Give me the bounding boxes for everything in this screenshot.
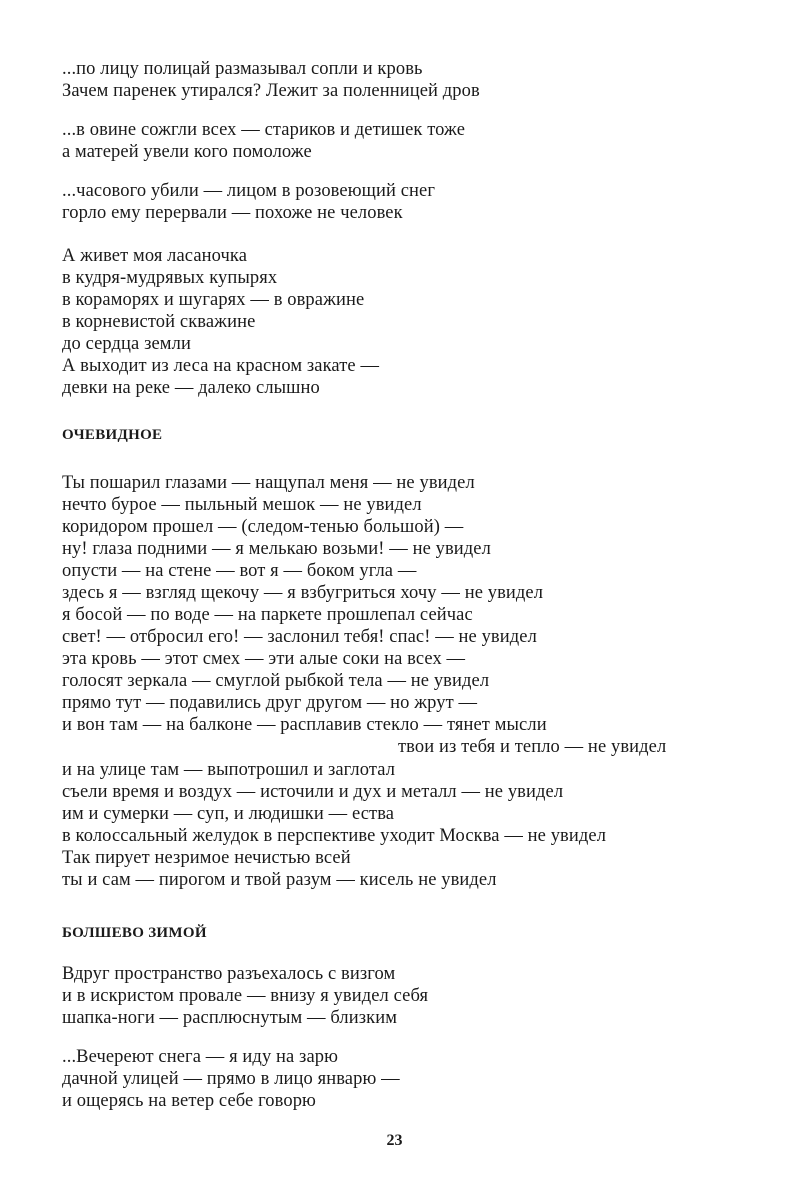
poem-line: ты и сам — пирогом и твой разум — кисель не увидел: [62, 870, 497, 890]
poem-title: БОЛШЕВО ЗИМОЙ: [62, 925, 207, 941]
poem-line: ...часового убили — лицом в розовеющий снег: [62, 181, 436, 201]
poem-line: Так пирует незримое нечистью всей: [62, 848, 351, 868]
poem-line: прямо тут — подавились друг другом — но жрут —: [62, 693, 478, 713]
page-number: 23: [386, 1132, 403, 1149]
poem-line: в корневистой скважине: [62, 312, 256, 332]
poem-line: ...Вечереют снега — я иду на зарю: [62, 1047, 339, 1067]
poem-line: эта кровь — этот смех — эти алые соки на всех —: [62, 649, 466, 669]
poem-line: в кораморях и шугарях — в овражине: [62, 290, 365, 310]
poem-line: дачной улицей — прямо в лицо январю —: [62, 1069, 400, 1089]
poem-line: и вон там — на балконе — расплавив стекло — тянет мысли: [62, 715, 547, 735]
poem-line: а матерей увели кого помоложе: [62, 142, 312, 162]
poem-line: ...по лицу полицай размазывал сопли и кровь: [62, 59, 423, 79]
poem-line: Зачем паренек утирался? Лежит за поленницей дров: [62, 81, 480, 101]
poem-line: в кудря-мудрявых купырях: [62, 268, 278, 288]
poem-line: и в искристом провале — внизу я увидел себя: [62, 986, 429, 1006]
poem-line: А живет моя ласаночка: [62, 246, 248, 266]
poem-line: до сердца земли: [62, 334, 191, 354]
poem-line: голосят зеркала — смуглой рыбкой тела — не увидел: [62, 671, 490, 691]
poem-line: и ощерясь на ветер себе говорю: [62, 1091, 316, 1111]
poem-line: А выходит из леса на красном закате —: [62, 356, 380, 376]
poem-line: Ты пошарил глазами — нащупал меня — не увидел: [62, 473, 475, 493]
poem-line: опусти — на стене — вот я — боком угла —: [62, 561, 417, 581]
poem-line: съели время и воздух — источили и дух и металл — не увидел: [62, 782, 564, 802]
poem-line-continuation: твои из тебя и тепло — не увидел: [398, 737, 667, 757]
poem-line: ...в овине сожгли всех — стариков и детишек тоже: [62, 120, 466, 140]
poem-line: им и сумерки — суп, и людишки — ества: [62, 804, 395, 824]
poem-line: в колоссальный желудок в перспективе уходит Москва — не увидел: [62, 826, 607, 846]
poem-line: ну! глаза подними — я мелькаю возьми! — не увидел: [62, 539, 491, 559]
poem-line: Вдруг пространство разъехалось с визгом: [62, 964, 396, 984]
poem-line: горло ему перервали — похоже не человек: [62, 203, 403, 223]
poem-line: здесь я — взгляд щекочу — я взбугриться хочу — не увидел: [62, 583, 544, 603]
poem-title: ОЧЕВИДНОЕ: [62, 427, 163, 443]
poem-line: шапка-ноги — расплюснутым — близким: [62, 1008, 398, 1028]
poem-line: коридором прошел — (следом-тенью большой) —: [62, 517, 464, 537]
poem-line: свет! — отбросил его! — заслонил тебя! спас! — не увидел: [62, 627, 537, 647]
poem-line: и на улице там — выпотрошил и заглотал: [62, 760, 396, 780]
poem-line: нечто бурое — пыльный мешок — не увидел: [62, 495, 422, 515]
poem-line: я босой — по воде — на паркете прошлепал сейчас: [62, 605, 473, 625]
poem-line: девки на реке — далеко слышно: [62, 378, 320, 398]
